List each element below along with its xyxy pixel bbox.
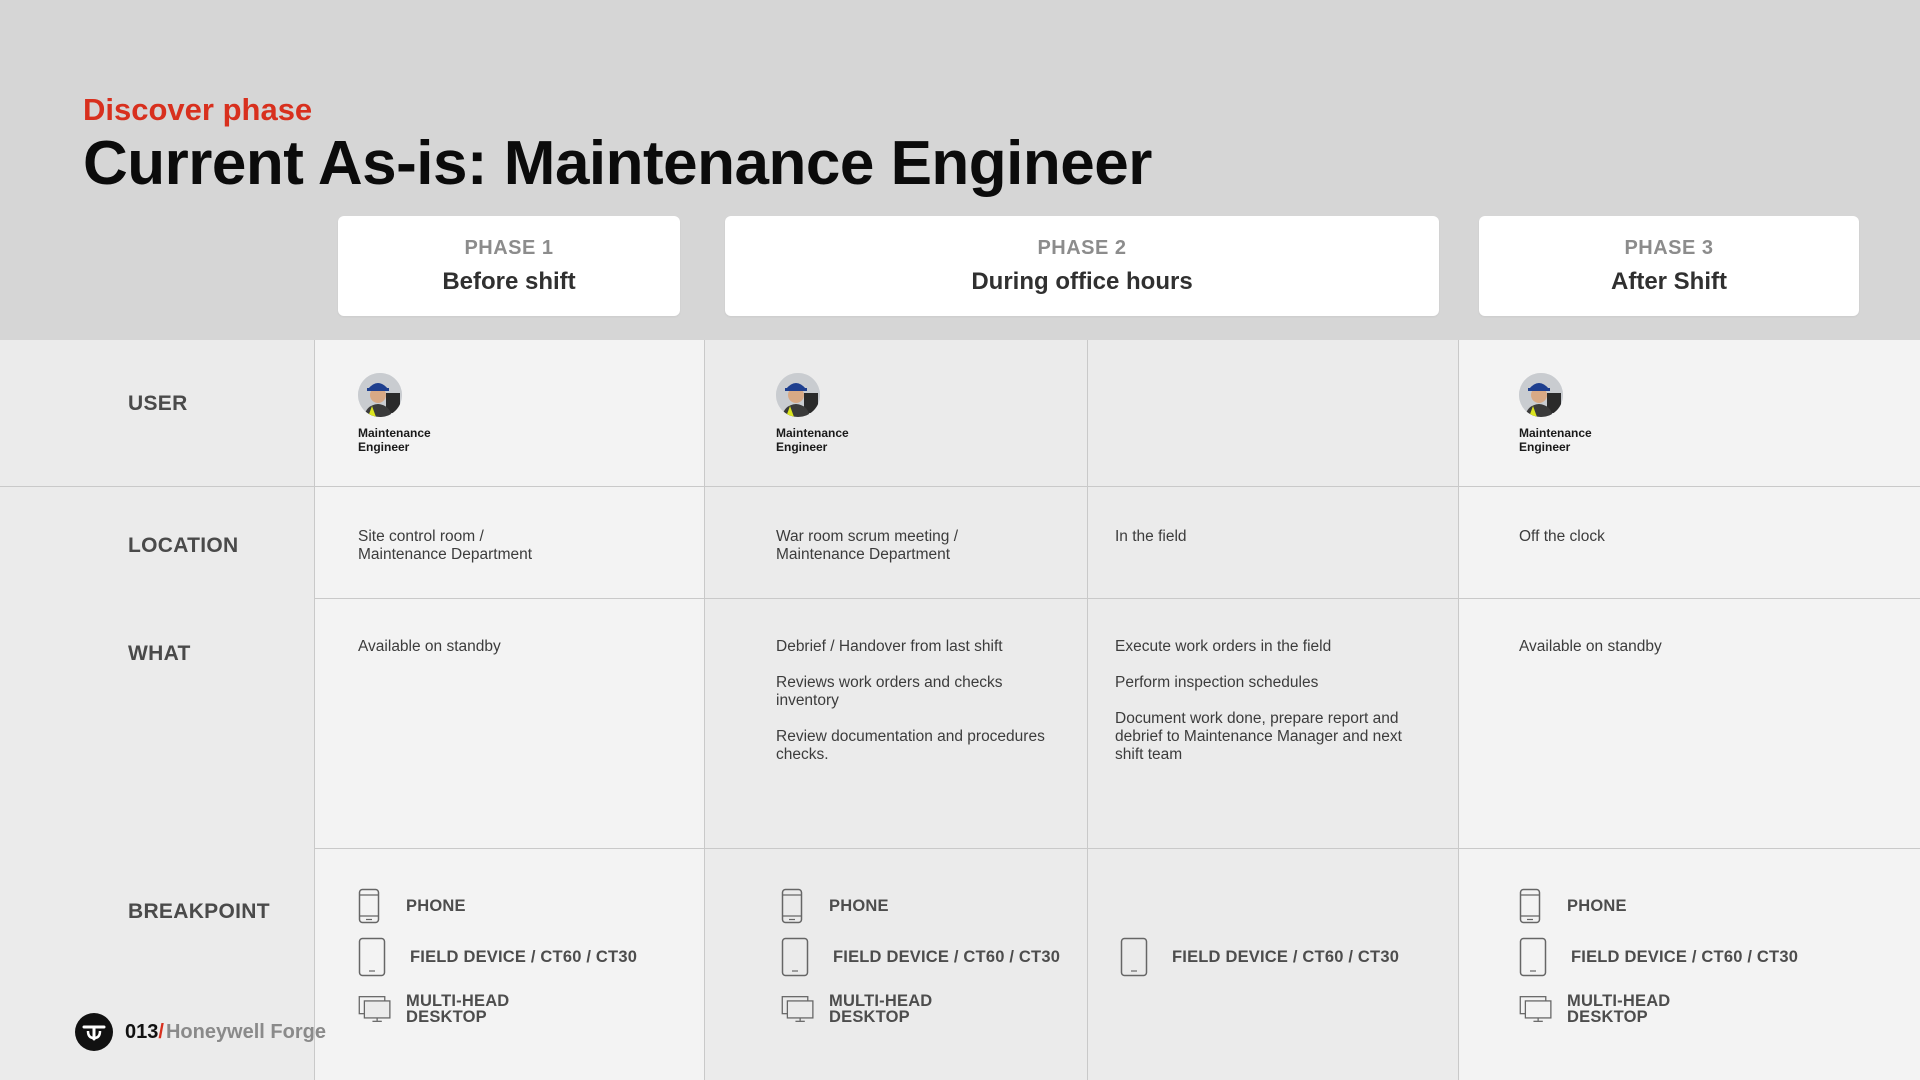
what-item: Debrief / Handover from last shift — [776, 638, 1003, 655]
phase-card-1 — [338, 216, 680, 316]
what-list-2 — [776, 638, 1056, 782]
row-label-location: LOCATION — [128, 534, 239, 557]
device-desktop: MULTI-HEAD DESKTOP — [1519, 993, 1670, 1025]
device-desktop: MULTI-HEAD DESKTOP — [781, 993, 932, 1025]
honeywell-forge-logo-icon — [75, 1013, 113, 1051]
phase-number: PHASE 1 — [464, 236, 554, 259]
row-label-breakpoint: BREAKPOINT — [128, 900, 270, 923]
user-avatar — [1519, 373, 1563, 417]
what-item: Perform inspection schedules — [1115, 674, 1319, 691]
page-title: Current As-is: Maintenance Engineer — [83, 129, 1152, 198]
device-phone: PHONE — [1519, 888, 1627, 924]
row-divider — [314, 848, 1920, 849]
what-item: Reviews work orders and checks inventory — [776, 674, 1003, 709]
location-cell-3: In the field — [1115, 528, 1187, 545]
user-name: Maintenance Engineer — [358, 426, 431, 454]
user-name: Maintenance Engineer — [1519, 426, 1592, 454]
what-item: Available on standby — [1519, 638, 1662, 655]
user-avatar — [358, 373, 402, 417]
what-item: Available on standby — [358, 638, 501, 655]
device-phone: PHONE — [781, 888, 889, 924]
brand-name: Honeywell Forge — [165, 1020, 326, 1043]
what-item: Review documentation and procedures checks. — [776, 728, 1045, 763]
field-device-icon — [781, 937, 815, 977]
column-divider — [1458, 340, 1459, 1080]
desktop-icon — [781, 993, 815, 1025]
field-device-icon — [1120, 937, 1154, 977]
device-field: FIELD DEVICE / CT60 / CT30 — [1519, 937, 1798, 977]
device-field: FIELD DEVICE / CT60 / CT30 — [358, 937, 637, 977]
row-divider — [314, 598, 1920, 599]
section-kicker: Discover phase — [83, 92, 313, 127]
footer-slash: / — [158, 1020, 164, 1043]
location-cell-1: Site control room / Maintenance Department — [358, 528, 533, 563]
phase-number: PHASE 3 — [1624, 236, 1714, 259]
phone-icon — [781, 888, 815, 924]
row-divider — [0, 486, 1920, 487]
footer — [75, 1013, 326, 1051]
phase-name: Before shift — [442, 267, 576, 295]
phase-card-2 — [725, 216, 1439, 316]
field-device-icon — [1519, 937, 1553, 977]
user-avatar — [776, 373, 820, 417]
phase-name: After Shift — [1611, 267, 1727, 295]
phase-name: During office hours — [971, 267, 1193, 295]
desktop-icon — [1519, 993, 1553, 1025]
row-label-user: USER — [128, 392, 188, 415]
device-field: FIELD DEVICE / CT60 / CT30 — [1120, 937, 1399, 977]
field-device-icon — [358, 937, 392, 977]
device-desktop: MULTI-HEAD DESKTOP — [358, 993, 509, 1025]
row-label-what: WHAT — [128, 642, 191, 665]
what-item: Execute work orders in the field — [1115, 638, 1332, 655]
user-name: Maintenance Engineer — [776, 426, 849, 454]
device-field: FIELD DEVICE / CT60 / CT30 — [781, 937, 1060, 977]
phone-icon — [1519, 888, 1553, 924]
phase-number: PHASE 2 — [1037, 236, 1127, 259]
column-divider — [704, 340, 705, 1080]
column-divider — [1087, 340, 1088, 1080]
what-item: Document work done, prepare report and debrief to Maintenance Manager and next shift team — [1115, 710, 1402, 763]
location-cell-2: War room scrum meeting / Maintenance Department — [776, 528, 959, 563]
phase-card-3 — [1479, 216, 1859, 316]
what-list-4 — [1519, 638, 1839, 674]
location-cell-4: Off the clock — [1519, 528, 1605, 545]
phone-icon — [358, 888, 392, 924]
column-divider — [314, 340, 315, 1080]
device-phone: PHONE — [358, 888, 466, 924]
what-list-3 — [1115, 638, 1415, 782]
desktop-icon — [358, 993, 392, 1025]
page-number: 013 — [125, 1020, 159, 1043]
what-list-1 — [358, 638, 678, 674]
label-column — [0, 340, 314, 1080]
